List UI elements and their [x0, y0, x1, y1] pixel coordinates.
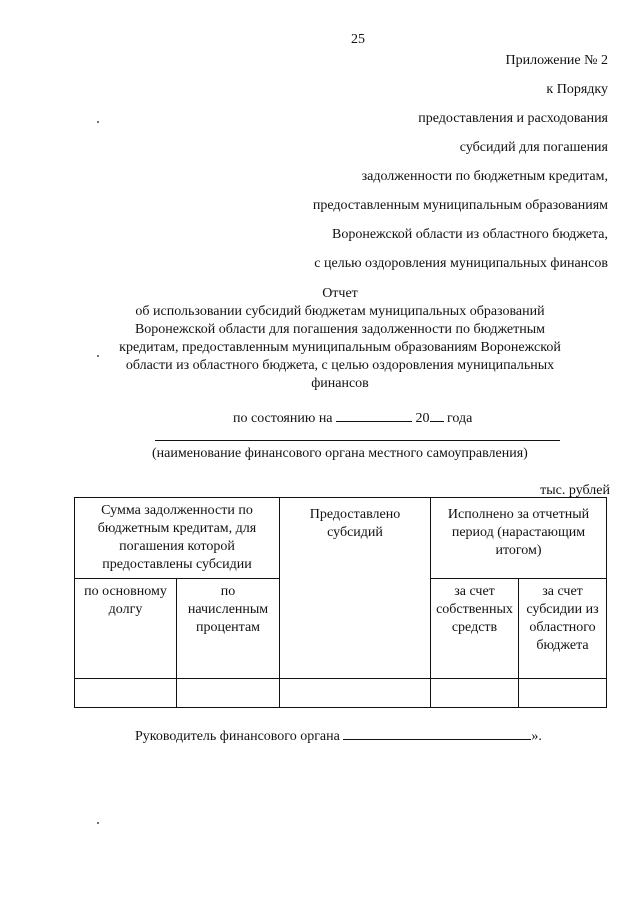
units-label: тыс. рублей — [540, 483, 610, 498]
header-executed: Исполнено за отчетный период (нарастающим итогом) — [431, 498, 607, 579]
date-suffix: года — [447, 411, 473, 426]
table-header-row — [75, 498, 607, 579]
table-row — [75, 679, 607, 708]
appendix-header — [313, 46, 608, 278]
report-subtitle-line: финансов — [311, 376, 369, 391]
appendix-line: предоставленным муниципальным образованиям — [312, 198, 608, 213]
signature-label: Руководитель финансового органа — [135, 729, 340, 744]
date-day-month-field[interactable] — [336, 421, 412, 422]
report-subtitle-line: Воронежской области для погашения задолженности по бюджетным — [134, 322, 546, 337]
appendix-line: субсидий для погашения — [459, 140, 608, 155]
table-cell[interactable] — [431, 679, 519, 708]
report-subtitle-line: области из областного бюджета, с целью оздоровления муниципальных — [125, 358, 555, 373]
date-year-prefix: 20 — [415, 411, 430, 426]
appendix-line: задолженности по бюджетным кредитам, — [361, 169, 608, 184]
header-debt-amount: Сумма задолженности по бюджетным кредитам, для погашения которой предоставлены субсидии — [75, 498, 280, 579]
table-cell[interactable] — [519, 679, 607, 708]
appendix-line: к Порядку — [546, 82, 608, 97]
report-subtitle-line: об использовании субсидий бюджетам муниципальных образований — [135, 304, 545, 319]
report-title-block — [60, 285, 620, 393]
table-cell[interactable] — [177, 679, 280, 708]
signature-field[interactable] — [343, 739, 531, 740]
page-number: 25 — [351, 32, 365, 47]
table-cell[interactable] — [75, 679, 177, 708]
header-subsidy-provided: Предоставлено субсидий — [280, 498, 431, 679]
date-year-field[interactable] — [430, 421, 444, 422]
report-table — [74, 497, 607, 708]
subheader-regional-subsidy: за счет субсидии из областного бюджета — [519, 579, 607, 679]
subheader-own-funds: за счет собственных средств — [431, 579, 519, 679]
date-prefix: по состоянию на — [233, 411, 333, 426]
table-cell[interactable] — [280, 679, 431, 708]
subheader-accrued-interest: по начисленным процентам — [177, 579, 280, 679]
signature-line — [135, 729, 542, 745]
report-title: Отчет — [322, 286, 358, 301]
appendix-line: Воронежской области из областного бюджета, — [332, 227, 608, 242]
report-date-line — [233, 411, 472, 427]
appendix-line: предоставления и расходования — [418, 111, 608, 126]
report-subtitle-line: кредитам, предоставленным муниципальным образованиям Воронежской — [119, 340, 561, 355]
signature-closing: ». — [531, 729, 542, 744]
scan-speck — [97, 822, 99, 824]
subheader-principal-debt: по основному долгу — [75, 579, 177, 679]
org-name-field[interactable] — [155, 440, 560, 441]
scan-speck — [97, 355, 99, 357]
appendix-line: с целью оздоровления муниципальных финансов — [314, 256, 608, 271]
org-name-caption: (наименование финансового органа местного самоуправления) — [152, 446, 528, 461]
scan-speck — [97, 121, 99, 123]
appendix-line: Приложение № 2 — [505, 53, 608, 68]
